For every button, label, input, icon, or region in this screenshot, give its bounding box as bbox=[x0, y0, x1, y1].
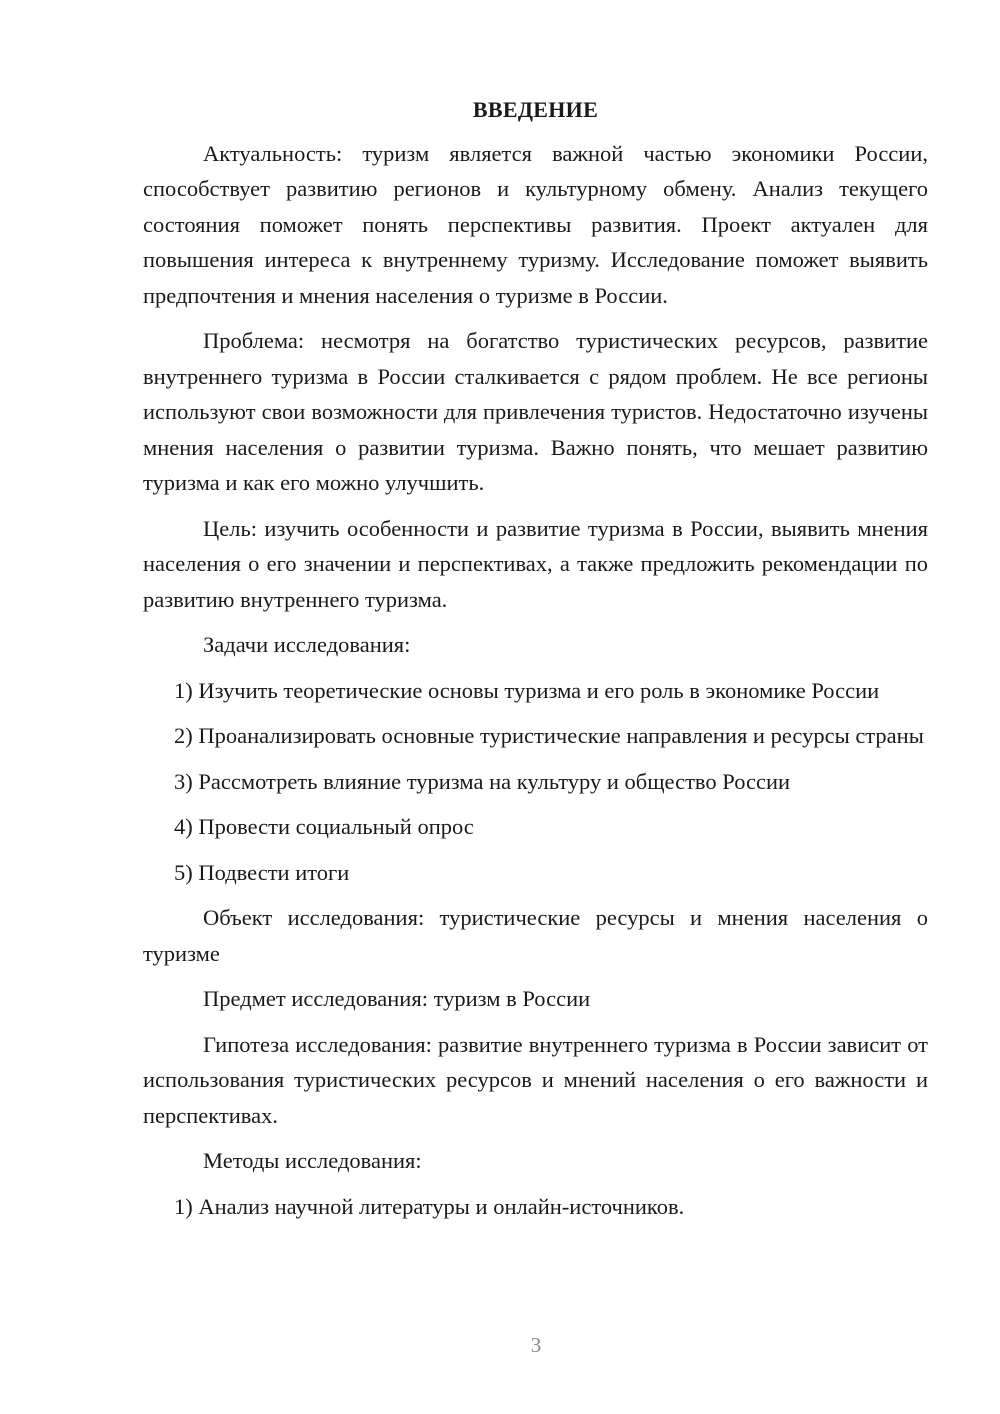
task-item: 4) Провести социальный опрос bbox=[174, 814, 474, 839]
task-item: 2) Проанализировать основные туристические направления и ресурсы страны bbox=[174, 723, 924, 748]
page-number: 3 bbox=[530, 1333, 542, 1357]
task-item: 5) Подвести итоги bbox=[174, 859, 350, 885]
document-page bbox=[143, 92, 928, 1234]
task-item: 3) Рассмотреть влияние туризма на культуру и общество России bbox=[174, 768, 791, 794]
object-paragraph: Объект исследования: туристические ресурсы и мнения населения о туризме bbox=[143, 905, 928, 966]
problem-paragraph: Проблема: несмотря на богатство туристических ресурсов, развитие внутреннего туризма в России сталкивается с рядом проблем. Не все регионы используют свои возможности для привлечения туристов. Недостаточно изучены мнения населения о развитии туризма. Важно понять, что мешает развитию туризма и как его можно улучшить. bbox=[143, 328, 928, 495]
task-item: 1) Изучить теоретические основы туризма и его роль в экономике России bbox=[174, 677, 880, 703]
hypothesis-paragraph: Гипотеза исследования: развитие внутреннего туризма в России зависит от использования туристических ресурсов и мнений населения о его важности и перспективах. bbox=[143, 1031, 928, 1128]
methods-heading: Методы исследования: bbox=[203, 1148, 422, 1173]
tasks-heading: Задачи исследования: bbox=[203, 632, 411, 657]
relevance-paragraph: Актуальность: туризм является важной частью экономики России, способствует развитию регионов и культурному обмену. Анализ текущего состояния поможет понять перспективы развития. Проект актуален для повышения интереса к внутреннему туризму. Исследование поможет выявить предпочтения и мнения населения о туризме в России. bbox=[143, 140, 928, 308]
goal-paragraph: Цель: изучить особенности и развитие туризма в России, выявить мнения населения о его значении и перспективах, а также предложить рекомендации по развитию внутреннего туризма. bbox=[143, 515, 928, 612]
page-title: ВВЕДЕНИЕ bbox=[472, 97, 599, 122]
method-item: 1) Анализ научной литературы и онлайн-источников. bbox=[174, 1193, 685, 1219]
subject-paragraph: Предмет исследования: туризм в России bbox=[203, 986, 591, 1011]
